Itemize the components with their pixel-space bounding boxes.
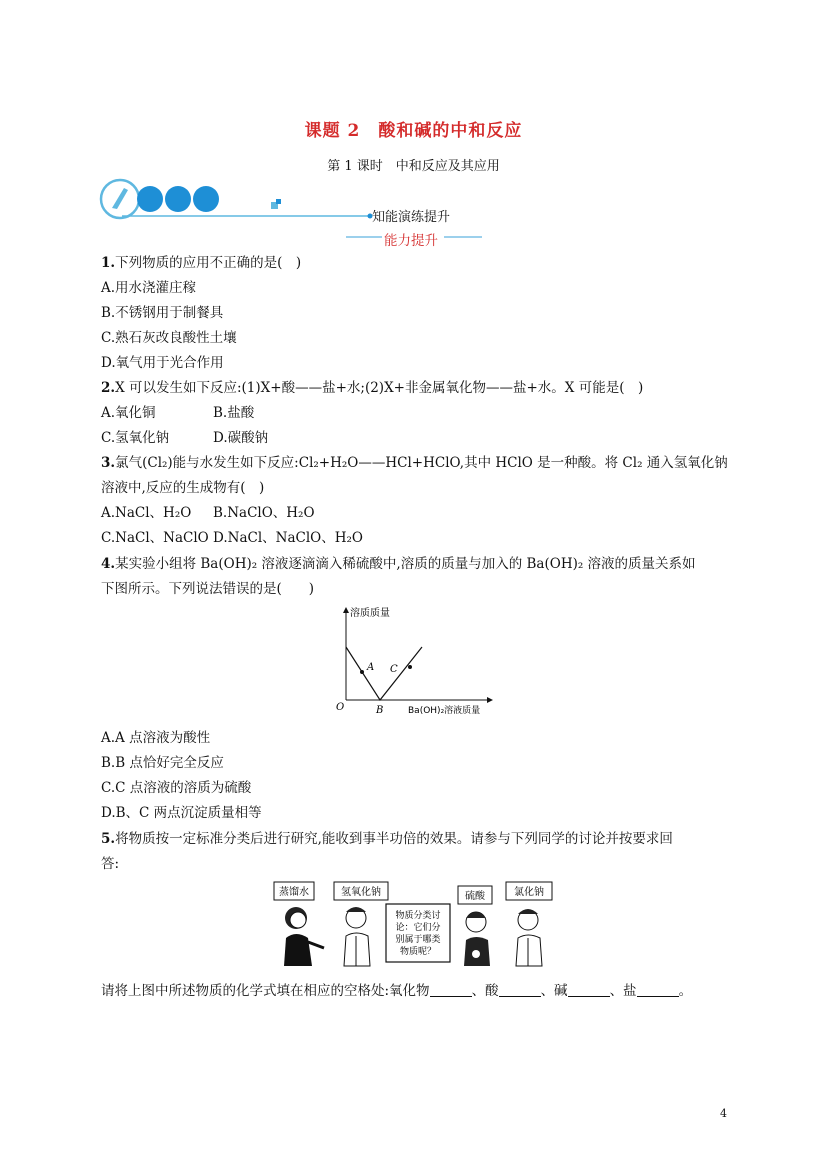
option-c: C.NaCl、NaClO xyxy=(101,530,209,546)
option-a: A.用水浇灌庄稼 xyxy=(101,280,197,296)
question-3 xyxy=(101,454,728,472)
question-number: 1. xyxy=(101,255,116,271)
option-c: C.C 点溶液的溶质为硫酸 xyxy=(101,780,252,796)
board-line: 论：它们分 xyxy=(395,923,441,933)
banner-dot xyxy=(137,186,163,212)
question-stem: X 可以发生如下反应:(1)X+酸——盐+水;(2)X+非金属氧化物——盐+水。X 可能是( ) xyxy=(115,380,644,396)
point-a xyxy=(360,670,364,674)
option-b: B.盐酸 xyxy=(213,405,255,421)
question-number: 2. xyxy=(101,380,116,396)
student-boy-figure xyxy=(344,907,370,966)
answer-end: 。 xyxy=(678,983,693,999)
origin-label: O xyxy=(336,702,345,713)
question-number: 4. xyxy=(101,556,116,572)
y-axis-label: 溶质质量 xyxy=(350,608,390,619)
option-d: D.氧气用于光合作用 xyxy=(101,355,224,371)
section-label: 能力提升 xyxy=(384,233,438,249)
student-girl-figure xyxy=(284,907,324,966)
student-boy-figure xyxy=(464,912,490,966)
option-b: B.B 点恰好完全反应 xyxy=(101,755,224,771)
board-line: 物质分类讨 xyxy=(395,911,441,921)
option-a: A.氧化铜 xyxy=(101,405,156,421)
question-stem-cont: 下图所示。下列说法错误的是( ) xyxy=(101,581,315,597)
question-stem: 下列物质的应用不正确的是( ) xyxy=(115,255,302,271)
board-line: 物质呢？ xyxy=(399,947,437,957)
answer-line xyxy=(101,982,692,1000)
answer-sep: 、盐 xyxy=(609,983,637,999)
question-stem: 某实验小组将 Ba(OH)₂ 溶液逐滴滴入稀硫酸中,溶质的质量与加入的 Ba(OH)₂ 溶液的质量关系如 xyxy=(115,556,696,572)
blank-oxide[interactable] xyxy=(430,983,472,997)
option-b: B.不锈钢用于制餐具 xyxy=(101,305,224,321)
option-b: B.NaClO、H₂O xyxy=(213,505,315,521)
blank-salt[interactable] xyxy=(637,983,679,997)
board-line: 别属于哪类 xyxy=(395,935,441,945)
question-stem-cont: 溶液中,反应的生成物有( ) xyxy=(101,480,265,496)
bubble-sulfuric-acid: 硫酸 xyxy=(465,891,485,902)
bubble-distilled-water: 蒸馏水 xyxy=(279,887,309,898)
option-d: D.B、C 两点沉淀质量相等 xyxy=(101,805,262,821)
question-1 xyxy=(101,254,301,272)
bubble-sodium-hydroxide: 氢氧化钠 xyxy=(341,887,381,898)
question-5 xyxy=(101,830,673,848)
bubble-sodium-chloride: 氯化钠 xyxy=(514,887,544,898)
question-stem: 氯气(Cl₂)能与水发生如下反应:Cl₂+H₂O——HCl+HClO,其中 HClO 是一种酸。将 Cl₂ 通入氢氧化钠 xyxy=(115,455,728,471)
banner-square xyxy=(276,199,281,204)
solute-curve xyxy=(346,647,422,700)
question-4 xyxy=(101,555,696,573)
banner-dot xyxy=(165,186,191,212)
option-d: D.碳酸钠 xyxy=(213,430,269,446)
question-stem: 将物质按一定标准分类后进行研究,能收到事半功倍的效果。请参与下列同学的讨论并按要求回 xyxy=(115,831,673,847)
option-a: A.A 点溶液为酸性 xyxy=(101,730,211,746)
question-number: 5. xyxy=(101,831,116,847)
page-title: 课题 2 酸和碱的中和反应 xyxy=(304,121,523,141)
student-boy-figure xyxy=(516,909,542,966)
banner-label: 知能演练提升 xyxy=(372,210,451,225)
discussion-illustration xyxy=(272,880,572,968)
answer-sep: 、酸 xyxy=(471,983,499,999)
option-d: D.NaCl、NaClO、H₂O xyxy=(213,530,363,546)
question-2 xyxy=(101,379,643,397)
option-a: A.NaCl、H₂O xyxy=(101,505,192,521)
point-a-label: A xyxy=(367,662,375,673)
q4-graph xyxy=(330,600,510,720)
page-subtitle: 第 1 课时 中和反应及其应用 xyxy=(327,159,500,174)
x-axis-label: Ba(OH)₂溶液质量 xyxy=(408,706,481,716)
blank-base[interactable] xyxy=(568,983,610,997)
point-b-label: B xyxy=(376,705,384,716)
question-number: 3. xyxy=(101,455,116,471)
point-c-label: C xyxy=(390,664,398,675)
point-c xyxy=(408,665,412,669)
answer-sep: 、碱 xyxy=(540,983,568,999)
option-c: C.熟石灰改良酸性土壤 xyxy=(101,330,237,346)
answer-prefix: 请将上图中所述物质的化学式填在相应的空格处:氧化物 xyxy=(101,983,430,999)
option-c: C.氢氧化钠 xyxy=(101,430,170,446)
page-number: 4 xyxy=(720,1107,727,1120)
blank-acid[interactable] xyxy=(499,983,541,997)
question-stem-cont: 答: xyxy=(101,856,120,872)
banner-dot xyxy=(193,186,219,212)
